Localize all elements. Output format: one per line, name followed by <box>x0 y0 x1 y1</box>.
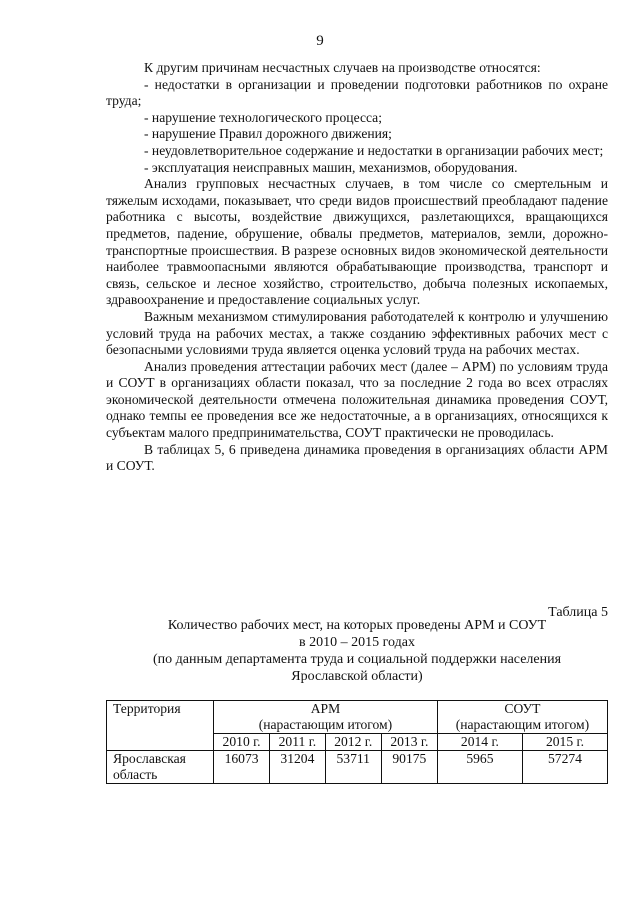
year-header: 2010 г. <box>214 734 270 751</box>
table-cell: 31204 <box>270 751 326 784</box>
page-number: 9 <box>316 33 324 49</box>
header-arm-title: АРМ <box>310 701 341 716</box>
caption-line: Ярославской области) <box>291 669 423 684</box>
header-sout <box>437 701 607 734</box>
header-arm-subtitle: (нарастающим итогом) <box>258 717 393 732</box>
header-sout-subtitle: (нарастающим итогом) <box>455 717 590 732</box>
header-sout-title: СОУТ <box>504 701 541 716</box>
table-caption <box>106 617 608 685</box>
header-territory: Территория <box>107 701 214 751</box>
data-table <box>106 700 608 784</box>
paragraph-tables-ref: В таблицах 5, 6 приведена динамика проведения в организациях области АРМ и СОУТ. <box>106 441 608 474</box>
list-item: - нарушение технологического процесса; <box>144 109 382 125</box>
year-header: 2011 г. <box>270 734 326 751</box>
body-text <box>106 60 608 475</box>
caption-line: Количество рабочих мест, на которых проведены АРМ и СОУТ <box>167 618 547 633</box>
table-header-row <box>107 701 608 734</box>
header-arm <box>214 701 438 734</box>
table-cell: 90175 <box>381 751 437 784</box>
paragraph-arm-analysis: Анализ проведения аттестации рабочих мест (далее – АРМ) по условиям труда и СОУТ в организациях области показал, что за последние 2 года во всех отраслях экономической деятельности отмечена положительная динамика проведения СОУТ, однако темпы ее проведения все же недостаточные, а в организациях, относящихся к субъектам малого предпринимательства, СОУТ практически не проводилась. <box>106 358 608 441</box>
table-label: Таблица 5 <box>548 605 608 620</box>
caption-line: (по данным департамента труда и социальной поддержки населения <box>152 652 562 667</box>
paragraph-intro: К другим причинам несчастных случаев на производстве относятся: <box>144 60 541 75</box>
row-territory: Ярославская область <box>107 751 214 784</box>
year-header: 2014 г. <box>437 734 522 751</box>
paragraph-group-accidents: Анализ групповых несчастных случаев, в том числе со смертельным и тяжелым исходами, показывает, что среди видов происшествий преобладают падение работника с высоты, воздействие движущихся, разлетающихся, вращающихся предметов, падение, обрушение, обвалы предметов, материалов, земли, дорожно-транспортные происшествия. В разрезе основных видов экономической деятельности наиболее травмоопасными являются обрабатывающие производства, транспорт и связь, сельское и лесное хозяйство, строительство, добыча полезных ископаемых, здравоохранение и предоставление социальных услуг. <box>106 176 608 308</box>
caption-line: в 2010 – 2015 годах <box>299 635 415 650</box>
table-cell: 5965 <box>437 751 522 784</box>
year-header: 2013 г. <box>381 734 437 751</box>
table-cell: 53711 <box>325 751 381 784</box>
list-item: - недостатки в организации и проведении подготовки работников по охране труда; <box>106 76 608 109</box>
table-cell: 16073 <box>214 751 270 784</box>
list-item: - эксплуатация неисправных машин, механизмов, оборудования. <box>144 159 518 175</box>
table-cell: 57274 <box>522 751 607 784</box>
list-item: - неудовлетворительное содержание и недостатки в организации рабочих мест; <box>144 142 604 158</box>
list-item: - нарушение Правил дорожного движения; <box>144 126 392 142</box>
year-header: 2015 г. <box>522 734 607 751</box>
year-header: 2012 г. <box>325 734 381 751</box>
table-row <box>107 751 608 784</box>
paragraph-evaluation: Важным механизмом стимулирования работодателей к контролю и улучшению условий труда на рабочих местах, а также созданию эффективных рабочих мест с безопасными условиями труда является оценка условий труда на рабочих местах. <box>106 308 608 358</box>
